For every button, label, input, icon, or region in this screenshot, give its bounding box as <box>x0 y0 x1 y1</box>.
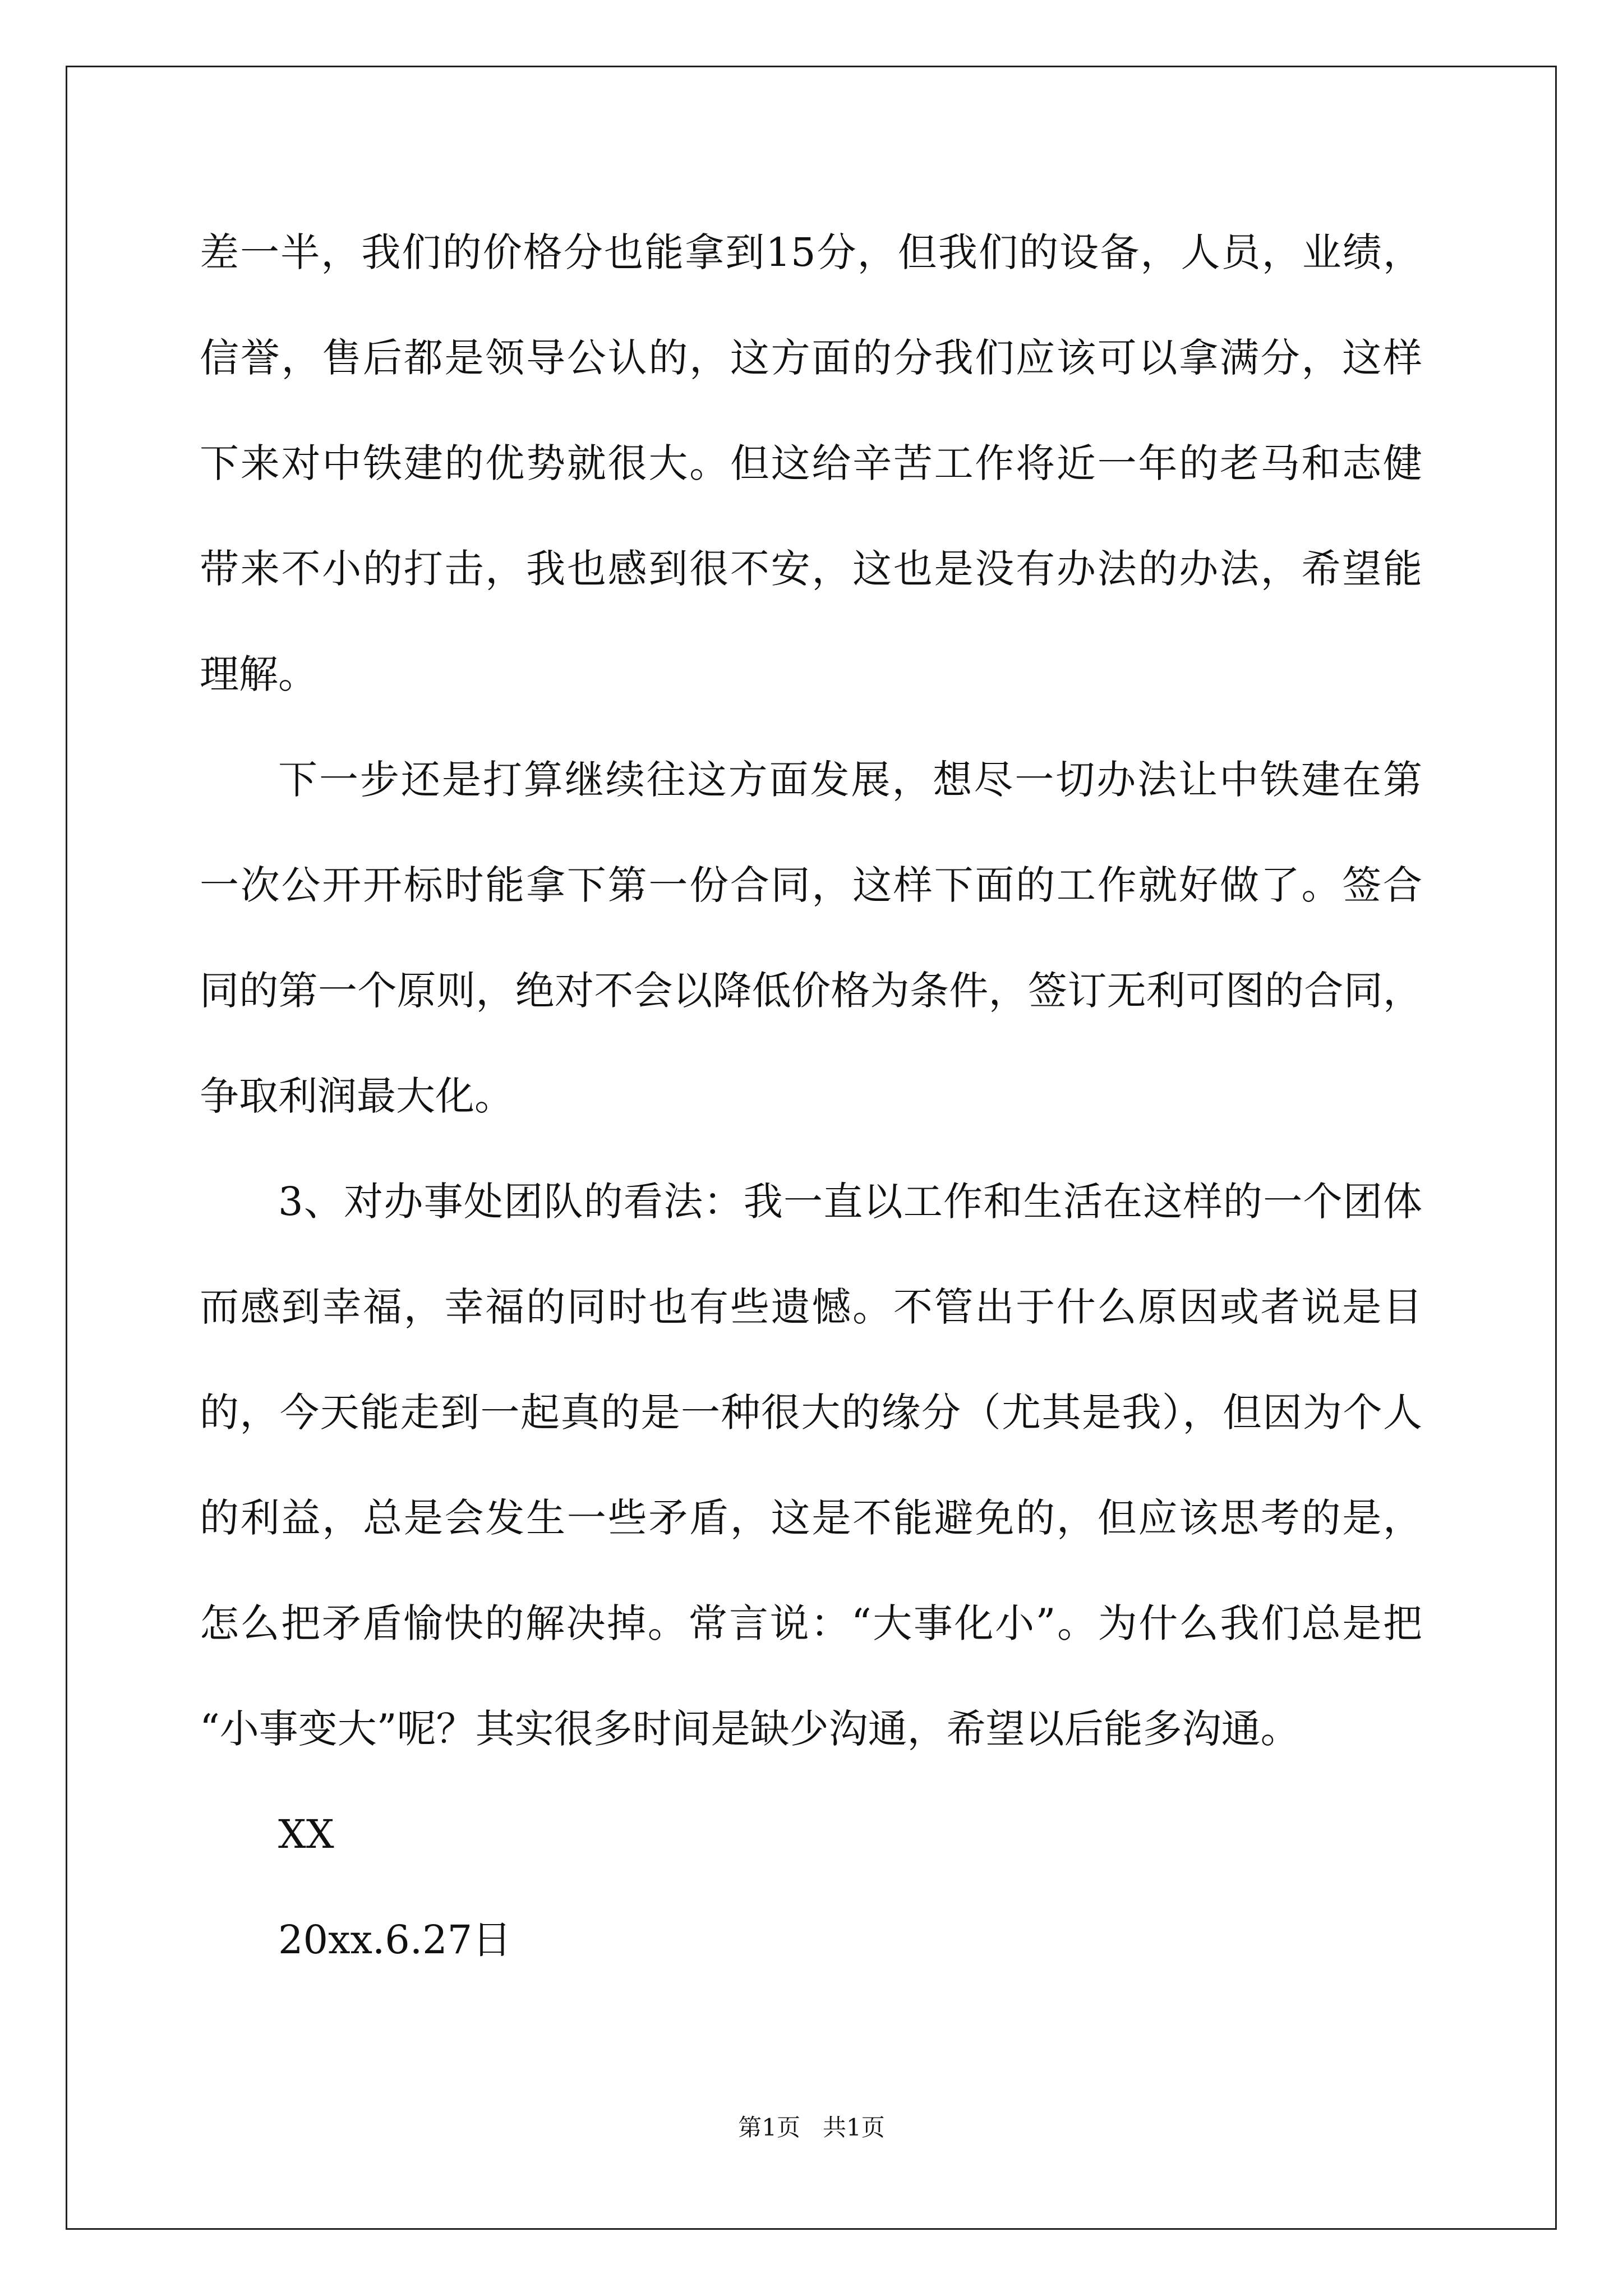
body-line: 3、对办事处团队的看法：我一直以工作和生活在这样的一个团体 <box>278 1179 1422 1225</box>
body-line: 一次公开开标时能拿下第一份合同，这样下面的工作就好做了。签合 <box>200 862 1422 908</box>
signature-date: 20xx.6.27日 <box>278 1917 512 1963</box>
page-footer: 第1页 共1页 <box>738 2114 885 2141</box>
body-line: 信誉，售后都是领导公认的，这方面的分我们应该可以拿满分，这样 <box>200 335 1422 381</box>
body-line: 怎么把矛盾愉快的解决掉。常言说：“大事化小”。为什么我们总是把 <box>200 1600 1422 1646</box>
body-line: 而感到幸福，幸福的同时也有些遗憾。不管出于什么原因或者说是目 <box>200 1284 1422 1330</box>
body-line: 争取利润最大化。 <box>200 1073 514 1119</box>
body-line: 下一步还是打算继续往这方面发展，想尽一切办法让中铁建在第 <box>278 757 1422 803</box>
body-line: 同的第一个原则，绝对不会以降低价格为条件，签订无利可图的合同， <box>200 968 1422 1014</box>
body-line: 的利益，总是会发生一些矛盾，这是不能避免的，但应该思考的是， <box>200 1495 1422 1541</box>
page-border <box>66 66 1557 2230</box>
signature-name: XX <box>278 1811 334 1857</box>
body-line: “小事变大”呢？其实很多时间是缺少沟通，希望以后能多沟通。 <box>200 1706 1300 1752</box>
body-line: 带来不小的打击，我也感到很不安，这也是没有办法的办法，希望能 <box>200 546 1422 592</box>
body-line: 差一半，我们的价格分也能拿到15分，但我们的设备，人员，业绩， <box>200 229 1422 275</box>
body-line: 理解。 <box>200 651 317 697</box>
body-line: 的，今天能走到一起真的是一种很大的缘分（尤其是我），但因为个人 <box>200 1389 1422 1435</box>
body-line: 下来对中铁建的优势就很大。但这给辛苦工作将近一年的老马和志健 <box>200 440 1422 486</box>
